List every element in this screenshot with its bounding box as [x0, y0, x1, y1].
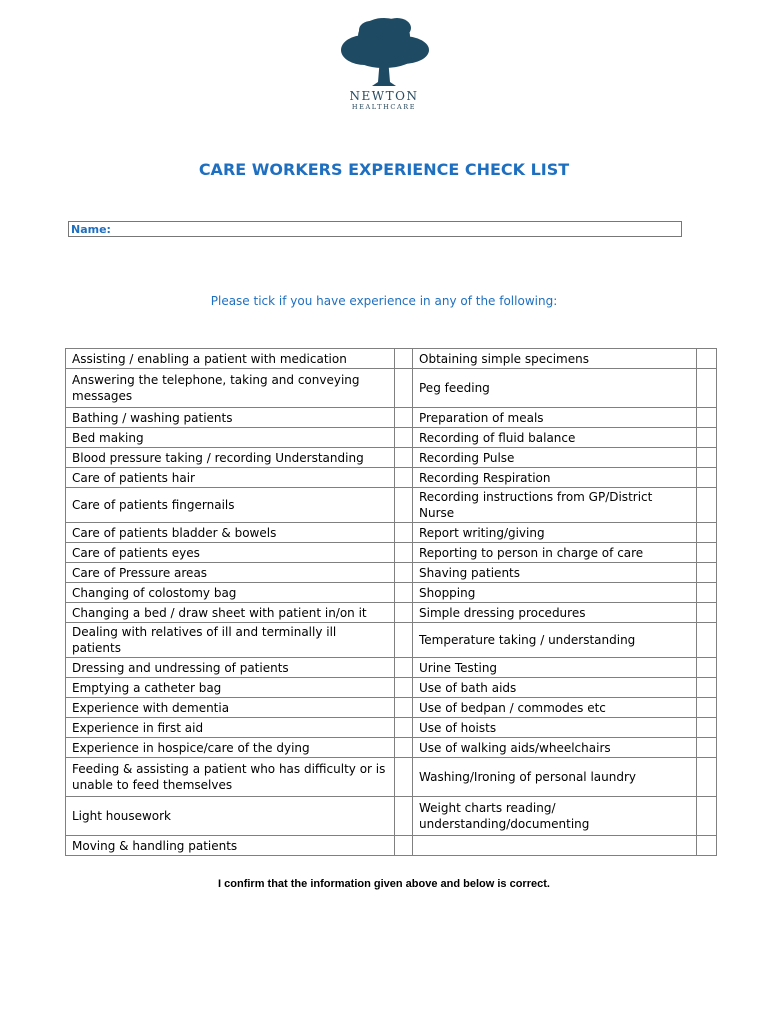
experience-item-left: Experience in first aid [66, 718, 395, 738]
table-row [66, 623, 717, 658]
newton-healthcare-logo [337, 12, 431, 118]
experience-item-right: Temperature taking / understanding [413, 623, 697, 658]
tick-box-left[interactable] [395, 603, 413, 623]
tick-box-right[interactable] [697, 563, 717, 583]
experience-item-left: Care of patients bladder & bowels [66, 523, 395, 543]
experience-item-right: Recording instructions from GP/District Nurse [413, 488, 697, 523]
tick-box-left[interactable] [395, 583, 413, 603]
experience-item-right: Recording Respiration [413, 468, 697, 488]
tick-box-left[interactable] [395, 543, 413, 563]
tick-box-left[interactable] [395, 488, 413, 523]
tick-box-right[interactable] [697, 718, 717, 738]
tick-box-right[interactable] [697, 428, 717, 448]
table-row [66, 369, 717, 408]
experience-item-right: Shopping [413, 583, 697, 603]
tree-icon [337, 12, 431, 88]
table-row [66, 523, 717, 543]
tick-box-left[interactable] [395, 678, 413, 698]
tick-box-right[interactable] [697, 583, 717, 603]
table-row [66, 658, 717, 678]
table-row [66, 678, 717, 698]
experience-item-left: Blood pressure taking / recording Understanding [66, 448, 395, 468]
tick-box-right[interactable] [697, 658, 717, 678]
experience-item-right: Preparation of meals [413, 408, 697, 428]
table-row [66, 448, 717, 468]
tick-box-right[interactable] [697, 448, 717, 468]
tick-box-left[interactable] [395, 563, 413, 583]
tick-box-right[interactable] [697, 349, 717, 369]
experience-checklist-table [65, 348, 717, 856]
brand-name: NEWTON [349, 89, 419, 103]
experience-item-left: Answering the telephone, taking and conveying messages [66, 369, 395, 408]
tick-box-left[interactable] [395, 408, 413, 428]
table-row [66, 698, 717, 718]
tick-box-right[interactable] [697, 797, 717, 836]
tick-box-right[interactable] [697, 468, 717, 488]
tick-box-right[interactable] [697, 543, 717, 563]
tick-box-left[interactable] [395, 836, 413, 856]
tick-box-left[interactable] [395, 369, 413, 408]
tick-box-left[interactable] [395, 758, 413, 797]
table-row [66, 563, 717, 583]
experience-item-right: Reporting to person in charge of care [413, 543, 697, 563]
tick-box-right[interactable] [697, 678, 717, 698]
experience-item-left: Feeding & assisting a patient who has difficulty or is unable to feed themselves [66, 758, 395, 797]
table-row [66, 543, 717, 563]
experience-item-left: Emptying a catheter bag [66, 678, 395, 698]
tick-box-left[interactable] [395, 698, 413, 718]
experience-item-right: Use of hoists [413, 718, 697, 738]
tick-box-right[interactable] [697, 623, 717, 658]
name-field[interactable] [68, 221, 682, 237]
experience-item-left: Assisting / enabling a patient with medication [66, 349, 395, 369]
tick-box-left[interactable] [395, 523, 413, 543]
brand-subtitle: HEALTHCARE [351, 103, 417, 111]
experience-item-left: Bathing / washing patients [66, 408, 395, 428]
experience-item-right: Use of bedpan / commodes etc [413, 698, 697, 718]
experience-item-right: Shaving patients [413, 563, 697, 583]
experience-item-right: Recording Pulse [413, 448, 697, 468]
tick-box-left[interactable] [395, 658, 413, 678]
tick-box-right[interactable] [697, 408, 717, 428]
experience-item-left: Care of patients eyes [66, 543, 395, 563]
table-row [66, 583, 717, 603]
experience-item-left: Moving & handling patients [66, 836, 395, 856]
experience-item-right: Use of bath aids [413, 678, 697, 698]
tick-box-right[interactable] [697, 603, 717, 623]
instructions-text: Please tick if you have experience in any of the following: [210, 294, 558, 308]
table-row [66, 738, 717, 758]
page-title: CARE WORKERS EXPERIENCE CHECK LIST [198, 160, 570, 179]
tick-box-right[interactable] [697, 698, 717, 718]
experience-item-left: Dressing and undressing of patients [66, 658, 395, 678]
tick-box-left[interactable] [395, 349, 413, 369]
tick-box-left[interactable] [395, 448, 413, 468]
experience-item-left: Care of Pressure areas [66, 563, 395, 583]
tick-box-right[interactable] [697, 836, 717, 856]
tick-box-left[interactable] [395, 623, 413, 658]
experience-item-left: Changing of colostomy bag [66, 583, 395, 603]
tick-box-right[interactable] [697, 488, 717, 523]
experience-item-left: Changing a bed / draw sheet with patient in/on it [66, 603, 395, 623]
tick-box-left[interactable] [395, 468, 413, 488]
experience-item-left: Light housework [66, 797, 395, 836]
table-row [66, 488, 717, 523]
experience-item-left: Dealing with relatives of ill and terminally ill patients [66, 623, 395, 658]
table-row [66, 758, 717, 797]
tick-box-left[interactable] [395, 428, 413, 448]
tick-box-right[interactable] [697, 523, 717, 543]
table-row [66, 428, 717, 448]
table-row [66, 603, 717, 623]
experience-item-right: Recording of fluid balance [413, 428, 697, 448]
experience-item-right: Report writing/giving [413, 523, 697, 543]
tick-box-right[interactable] [697, 369, 717, 408]
tick-box-right[interactable] [697, 758, 717, 797]
table-row [66, 468, 717, 488]
table-row [66, 797, 717, 836]
experience-item-right: Weight charts reading/ understanding/documenting [413, 797, 697, 836]
table-row [66, 349, 717, 369]
name-label: Name: [71, 223, 111, 236]
experience-item-left: Care of patients hair [66, 468, 395, 488]
experience-item-left: Experience in hospice/care of the dying [66, 738, 395, 758]
experience-item-right: Use of walking aids/wheelchairs [413, 738, 697, 758]
table-row [66, 408, 717, 428]
experience-item-right: Simple dressing procedures [413, 603, 697, 623]
experience-item-right: Peg feeding [413, 369, 697, 408]
experience-item-right: Washing/Ironing of personal laundry [413, 758, 697, 797]
tick-box-left[interactable] [395, 718, 413, 738]
experience-item-right: Urine Testing [413, 658, 697, 678]
experience-item-left: Experience with dementia [66, 698, 395, 718]
confirmation-statement: I confirm that the information given above and below is correct. [218, 878, 550, 890]
table-row [66, 836, 717, 856]
experience-item-right [413, 836, 697, 856]
tick-box-left[interactable] [395, 738, 413, 758]
experience-item-left: Bed making [66, 428, 395, 448]
table-row [66, 718, 717, 738]
experience-item-right: Obtaining simple specimens [413, 349, 697, 369]
tick-box-left[interactable] [395, 797, 413, 836]
experience-item-left: Care of patients fingernails [66, 488, 395, 523]
tick-box-right[interactable] [697, 738, 717, 758]
